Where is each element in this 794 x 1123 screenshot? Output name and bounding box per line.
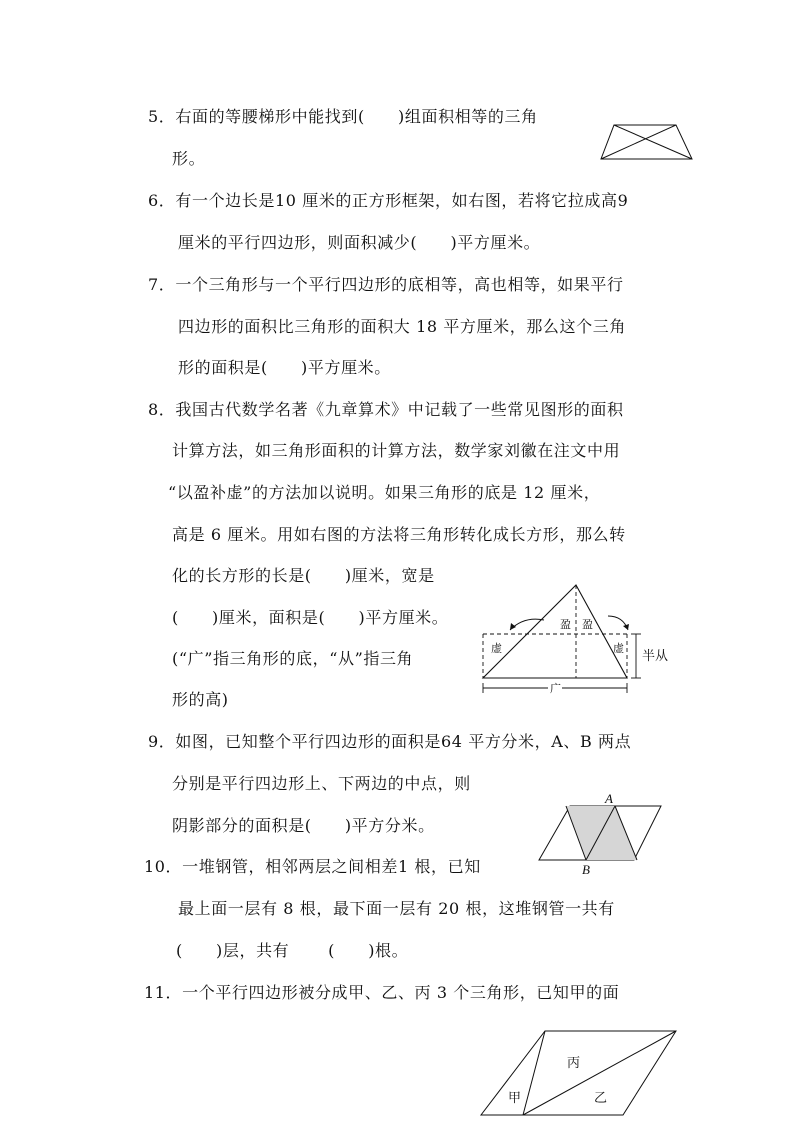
q10-line-3: ( )层，共有 ( )根。 (176, 941, 409, 960)
q8-line-1: 8．我国古代数学名著《九章算术》中记载了一些常见图形的面积 (148, 400, 624, 419)
q6-line-1: 6．有一个边长是10 厘米的正方形框架，如右图，若将它拉成高9 (148, 191, 629, 210)
q11-fig-yi: 乙 (594, 1091, 608, 1106)
q11-fig-bing: 丙 (567, 1056, 581, 1071)
q8-line-5: 化的长方形的长是( )厘米，宽是 (172, 566, 435, 585)
q11-parallelogram-figure (478, 1028, 678, 1120)
q5-line-2: 形。 (172, 149, 206, 168)
q9-line-2: 分别是平行四边形上、下两边的中点，则 (172, 774, 471, 793)
q8-fig-guang: 广 (550, 682, 561, 695)
q11-fig-jia: 甲 (508, 1091, 522, 1106)
q7-line-3: 形的面积是( )平方厘米。 (178, 358, 391, 377)
q8-fig-xu-left: 虚 (491, 642, 502, 655)
q8-line-4: 高是 6 厘米。用如右图的方法将三角形转化成长方形，那么转 (172, 525, 626, 544)
q8-fig-ying-right: 盈 (582, 618, 593, 631)
q10-line-2: 最上面一层有 8 根，最下面一层有 20 根，这堆钢管一共有 (178, 899, 615, 918)
q9-line-3: 阴影部分的面积是( )平方分米。 (172, 816, 435, 835)
q9-fig-label-b: B (582, 862, 590, 877)
q8-line-8: 形的高) (172, 690, 229, 709)
q7-line-2: 四边形的面积比三角形的面积大 18 平方厘米，那么这个三角 (178, 317, 626, 336)
q11-line-1: 11．一个平行四边形被分成甲、乙、丙 3 个三角形，已知甲的面 (144, 983, 620, 1002)
q8-line-3: “以盈补虚”的方法加以说明。如果三角形的底是 12 厘米， (168, 483, 601, 502)
q8-line-6: ( )厘米，面积是( )平方厘米。 (172, 608, 449, 627)
q9-line-1: 9．如图，已知整个平行四边形的面积是64 平方分米，A、B 两点 (148, 732, 632, 751)
q5-line-1: 5．右面的等腰梯形中能找到( )组面积相等的三角 (148, 107, 538, 126)
q7-line-1: 7．一个三角形与一个平行四边形的底相等，高也相等，如果平行 (148, 275, 624, 294)
q6-line-2: 厘米的平行四边形，则面积减少( )平方厘米。 (178, 233, 541, 252)
q8-fig-xu-right: 虚 (613, 642, 624, 655)
q8-fig-half-cong: 半从 (642, 649, 669, 664)
q8-line-7: (“广”指三角形的底，“从”指三角 (172, 649, 414, 668)
q9-fig-label-a: A (605, 791, 613, 806)
q8-fig-ying-left: 盈 (560, 618, 571, 631)
q8-triangle-figure (480, 580, 680, 705)
q5-trapezoid-figure (598, 122, 698, 174)
q8-line-2: 计算方法，如三角形面积的计算方法，数学家刘徽在注文中用 (172, 441, 621, 460)
q9-parallelogram-figure (536, 790, 676, 877)
q10-line-1: 10．一堆钢管，相邻两层之间相差1 根，已知 (144, 857, 481, 876)
